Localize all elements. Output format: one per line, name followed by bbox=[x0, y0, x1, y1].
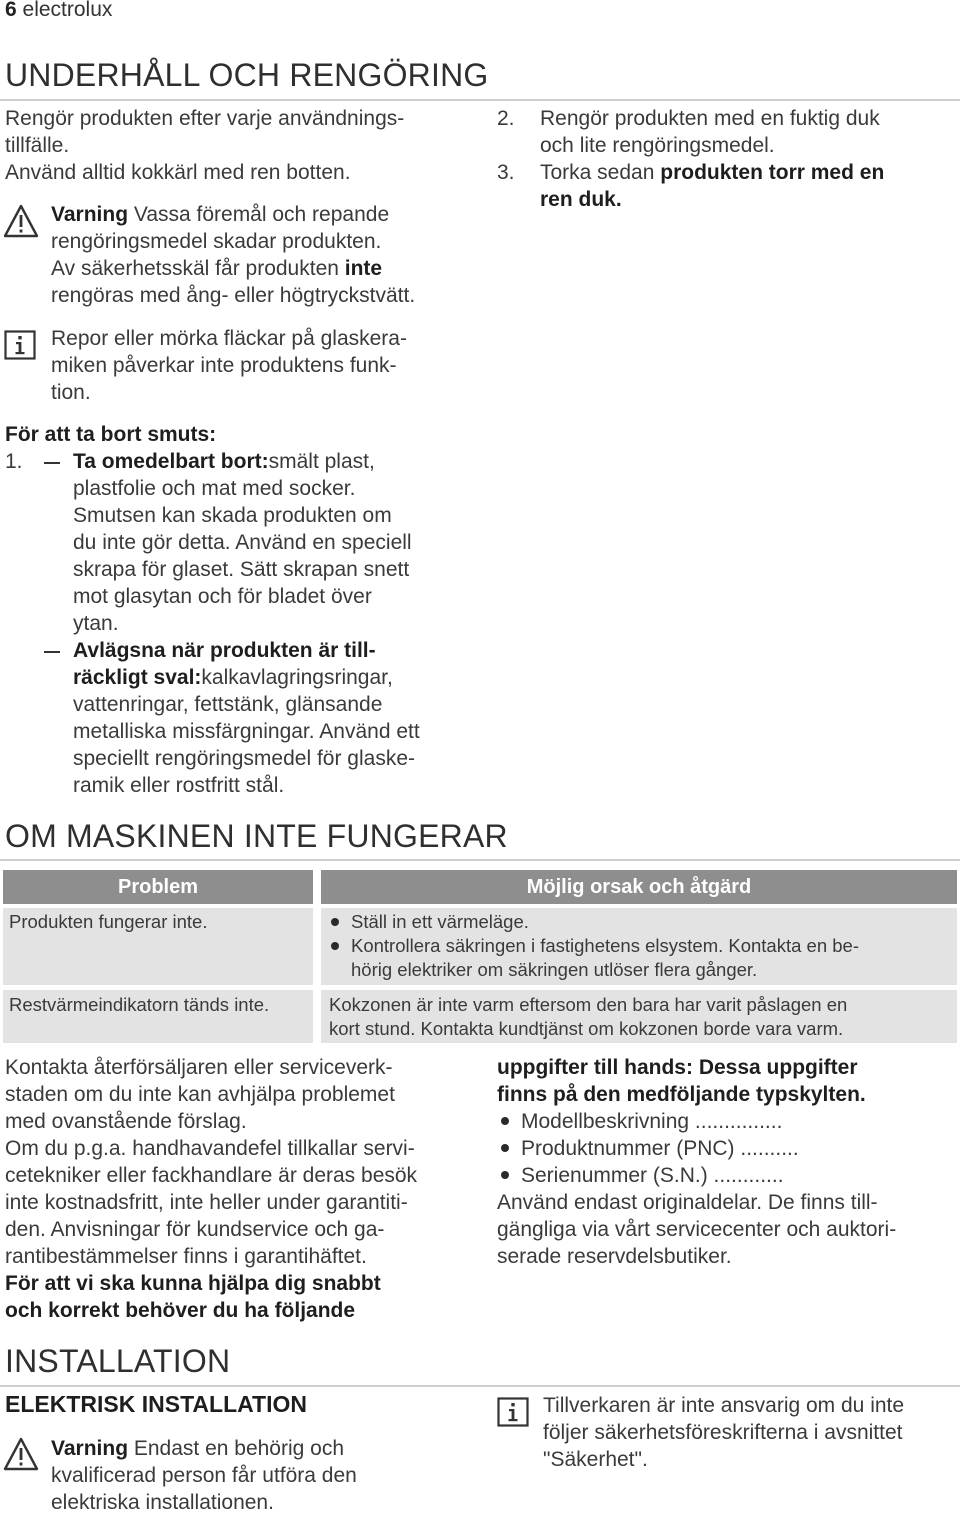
item-text: du inte gör detta. Använd en speciell bbox=[73, 531, 412, 554]
warning-text: Av säkerhetsskäl får produkten bbox=[51, 257, 345, 280]
info-text: Tillverkaren är inte ansvarig om du inte bbox=[543, 1394, 905, 1417]
item-text: skrapa för glaset. Sätt skrapan snett bbox=[73, 558, 410, 581]
table-cell-cause bbox=[321, 908, 957, 985]
step-text: och lite rengöringsmedel. bbox=[540, 134, 775, 157]
contact-text: Om du p.g.a. handhavandefel tillkallar servi- bbox=[5, 1137, 415, 1160]
dirt-item-1 bbox=[73, 448, 412, 637]
item-bold: Avlägsna när produkten är till- bbox=[73, 639, 376, 662]
step-bold: produkten torr med en bbox=[660, 161, 885, 184]
info-text: "Säkerhet". bbox=[543, 1448, 648, 1471]
warning-icon bbox=[3, 1437, 39, 1471]
intro-line: tillfälle. bbox=[5, 134, 70, 157]
item-text: vattenringar, fettstänk, glänsande bbox=[73, 693, 383, 716]
dash-marker bbox=[44, 462, 60, 464]
item-text: plastfolie och mat med socker. bbox=[73, 477, 356, 500]
contact-text: inte kostnadsfritt, inte heller under garantiti- bbox=[5, 1191, 408, 1214]
item-text: kalkavlagringsringar, bbox=[201, 666, 393, 689]
dirt-heading-text: För att ta bort smuts: bbox=[5, 423, 217, 446]
item-text: smält plast, bbox=[268, 450, 375, 473]
bullet-item: Modellbeskrivning ............... bbox=[521, 1110, 783, 1133]
spare-text: serade reservdelsbutiker. bbox=[497, 1245, 732, 1268]
bullet-item: Serienummer (S.N.) ............ bbox=[521, 1164, 784, 1187]
cause-text: Kontrollera säkringen i fastighetens elsystem. Kontakta en be- bbox=[351, 935, 860, 956]
step-3 bbox=[540, 159, 884, 213]
service-info bbox=[497, 1054, 866, 1108]
table-cell-problem bbox=[3, 990, 313, 1043]
maintenance-info bbox=[51, 325, 407, 406]
cause-text: Ställ in ett värmeläge. bbox=[351, 911, 529, 932]
warning-label: Varning bbox=[51, 1437, 129, 1460]
page-number: 6 bbox=[5, 0, 17, 21]
step-bold: ren duk. bbox=[540, 188, 622, 211]
info-text: Repor eller mörka fläckar på glaskera- bbox=[51, 327, 407, 350]
installation-title: INSTALLATION bbox=[5, 1343, 231, 1379]
maintenance-title: UNDERHÅLL OCH RENGÖRING bbox=[5, 57, 489, 93]
installation-warning bbox=[51, 1435, 357, 1516]
item-text: Smutsen kan skada produkten om bbox=[73, 504, 392, 527]
contact-text: rantibestämmelser finns i garantihäftet. bbox=[5, 1245, 367, 1268]
section-rule bbox=[0, 859, 960, 861]
warning-label: Varning bbox=[51, 203, 129, 226]
step-2 bbox=[540, 105, 880, 159]
contact-text: Kontakta återförsäljaren eller serviceverk- bbox=[5, 1056, 393, 1079]
brand-name: electrolux bbox=[22, 0, 113, 21]
table-header-cause: Möjlig orsak och åtgärd bbox=[321, 870, 957, 904]
table-cell-problem bbox=[3, 908, 313, 985]
maintenance-warning bbox=[51, 201, 415, 309]
warning-text: elektriska installationen. bbox=[51, 1491, 274, 1514]
service-bold: finns på den medföljande typskylten. bbox=[497, 1083, 866, 1106]
dirt-item-2 bbox=[73, 637, 420, 799]
item-text: ramik eller rostfritt stål. bbox=[73, 774, 285, 797]
spare-parts-paragraph bbox=[497, 1189, 896, 1270]
contact-text: den. Anvisningar för kundservice och ga- bbox=[5, 1218, 385, 1241]
contact-bold: och korrekt behöver du ha följande bbox=[5, 1299, 356, 1322]
section-rule bbox=[0, 99, 960, 101]
item-bold: Ta omedelbart bort: bbox=[73, 450, 269, 473]
contact-text: med ovanstående förslag. bbox=[5, 1110, 247, 1133]
info-text: tion. bbox=[51, 381, 91, 404]
service-bold: uppgifter till hands: Dessa uppgifter bbox=[497, 1056, 858, 1079]
dash-marker bbox=[44, 651, 60, 653]
bullet-marker bbox=[331, 942, 339, 950]
step-number: 3. bbox=[497, 161, 515, 184]
page-header bbox=[5, 0, 112, 22]
spare-text: gängliga via vårt servicecenter och auktori- bbox=[497, 1218, 897, 1241]
info-text: miken påverkar inte produktens funk- bbox=[51, 354, 397, 377]
spare-text: Använd endast originaldelar. De finns till- bbox=[497, 1191, 878, 1214]
item-text: speciellt rengöringsmedel för glaske- bbox=[73, 747, 415, 770]
item-text: mot glasytan och för bladet över bbox=[73, 585, 372, 608]
bullet-item: Produktnummer (PNC) .......... bbox=[521, 1137, 799, 1160]
contact-text: cetekniker eller fackhandlare är deras besök bbox=[5, 1164, 418, 1187]
warning-text: kvalificerad person får utföra den bbox=[51, 1464, 357, 1487]
problem-text: Produkten fungerar inte. bbox=[9, 911, 208, 932]
installation-info bbox=[543, 1392, 904, 1473]
warning-emphasis: inte bbox=[344, 257, 383, 280]
bullet-marker bbox=[501, 1171, 509, 1179]
item-text: metalliska missfärgningar. Använd ett bbox=[73, 720, 420, 743]
table-header-problem: Problem bbox=[3, 870, 313, 904]
step-number: 2. bbox=[497, 107, 515, 130]
item-text: ytan. bbox=[73, 612, 119, 635]
section-rule bbox=[0, 1385, 960, 1387]
warning-text: Endast en behörig och bbox=[128, 1437, 345, 1460]
step-text: Rengör produkten med en fuktig duk bbox=[540, 107, 880, 130]
troubleshooting-title: OM MASKINEN INTE FUNGERAR bbox=[5, 818, 508, 854]
warning-text: rengöringsmedel skadar produkten. bbox=[51, 230, 382, 253]
problem-text: Restvärmeindikatorn tänds inte. bbox=[9, 994, 270, 1015]
installation-subtitle: ELEKTRISK INSTALLATION bbox=[5, 1391, 307, 1417]
dirt-heading bbox=[5, 421, 216, 448]
warning-text: Vassa föremål och repande bbox=[128, 203, 390, 226]
bullet-marker bbox=[331, 918, 339, 926]
step-number: 1. bbox=[5, 450, 23, 473]
warning-text: rengöras med ång- eller högtryckstvätt. bbox=[51, 284, 416, 307]
cause-text: Kokzonen är inte varm eftersom den bara har varit påslagen en bbox=[329, 994, 848, 1015]
info-icon bbox=[497, 1397, 529, 1427]
cause-text: hörig elektriker om säkringen utlöser flera gånger. bbox=[351, 959, 758, 980]
info-text: följer säkerhetsföreskrifterna i avsnittet bbox=[543, 1421, 903, 1444]
contact-paragraph bbox=[5, 1054, 417, 1324]
info-icon bbox=[4, 330, 36, 360]
contact-bold: För att vi ska kunna hjälpa dig snabbt bbox=[5, 1272, 381, 1295]
warning-icon bbox=[3, 204, 39, 238]
bullet-marker bbox=[501, 1117, 509, 1125]
maintenance-intro bbox=[5, 105, 404, 186]
step-text: Torka sedan bbox=[540, 161, 661, 184]
table-cell-cause bbox=[321, 990, 957, 1043]
cause-text: kort stund. Kontakta kundtjänst om kokzonen borde vara varm. bbox=[329, 1018, 844, 1039]
bullet-marker bbox=[501, 1144, 509, 1152]
contact-text: staden om du inte kan avhjälpa problemet bbox=[5, 1083, 395, 1106]
intro-line: Använd alltid kokkärl med ren botten. bbox=[5, 161, 351, 184]
item-bold: räckligt sval: bbox=[73, 666, 202, 689]
intro-line: Rengör produkten efter varje användnings- bbox=[5, 107, 405, 130]
